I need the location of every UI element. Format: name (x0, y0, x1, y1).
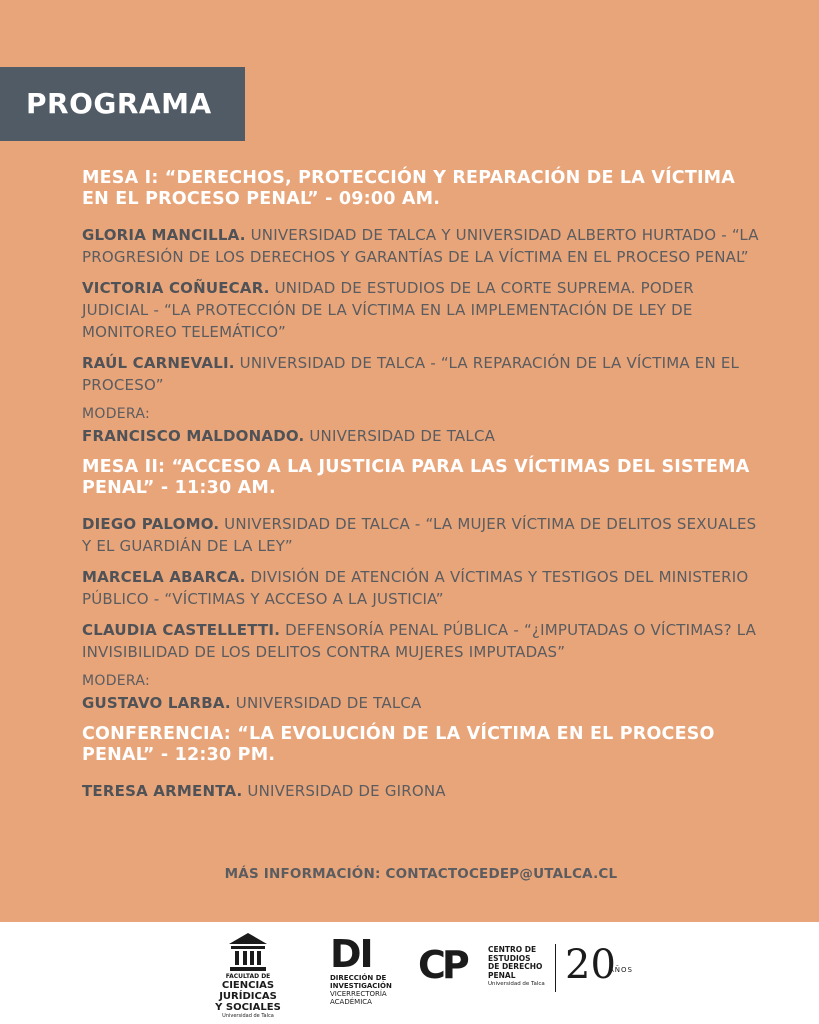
mesa-2-title: MESA II: “ACCESO A LA JUSTICIA PARA LAS VÍCTIMAS DEL SISTEMA PENAL” - 11:30 AM. (82, 457, 750, 498)
speaker-entry (82, 619, 762, 663)
speaker-name: TERESA ARMENTA. (82, 782, 243, 800)
di-logo (330, 934, 405, 1006)
cedep-line5: Universidad de Talca (488, 981, 545, 987)
logo-band (0, 922, 819, 1024)
contact-info: MÁS INFORMACIÓN: CONTACTOCEDEP@UTALCA.CL (224, 866, 618, 882)
cedep-line2: ESTUDIOS (488, 953, 531, 963)
faculty-line4: Universidad de Talca (222, 1013, 274, 1019)
building-icon (227, 932, 269, 972)
anniversary-logo (565, 942, 645, 988)
mesa-1-title: MESA I: “DERECHOS, PROTECCIÓN Y REPARACIÓN DE LA VÍCTIMA EN EL PROCESO PENAL” - 09:00 AM. (82, 168, 736, 209)
di-line2: INVESTIGACIÓN (330, 982, 392, 990)
conferencia-title: CONFERENCIA: “LA EVOLUCIÓN DE LA VÍCTIMA EN EL PROCESO PENAL” - 12:30 PM. (82, 724, 715, 765)
moderator-detail: UNIVERSIDAD DE TALCA (230, 694, 422, 712)
moderator-entry (82, 425, 762, 447)
speaker-name: DIEGO PALOMO. (82, 515, 220, 533)
speaker-entry (82, 352, 762, 396)
di-line4: ACADÉMICA (330, 998, 372, 1006)
logo-divider (555, 944, 556, 992)
speaker-entry (82, 277, 762, 343)
cedep-text (488, 946, 558, 989)
faculty-line2: CIENCIAS JURÍDICAS (219, 980, 277, 1002)
modera-label: MODERA: (82, 673, 151, 689)
program-content (82, 168, 762, 811)
cedep-line1: CENTRO DE (488, 945, 537, 954)
speaker-detail: UNIVERSIDAD DE TALCA - “LA REPARACIÓN DE LA VÍCTIMA EN EL PROCESO” (82, 354, 740, 394)
page-title: PROGRAMA (26, 87, 212, 120)
speaker-detail: UNIVERSIDAD DE TALCA - “LA MUJER VÍCTIMA DE DELITOS SEXUALES Y EL GUARDIÁN DE LA LEY” (82, 515, 757, 555)
moderator-name: GUSTAVO LARBA. (82, 694, 231, 712)
speaker-detail: UNIVERSIDAD DE GIRONA (242, 782, 446, 800)
anniversary-number: 20 (565, 942, 616, 988)
cedep-line4: PENAL (488, 970, 516, 980)
speaker-detail: UNIDAD DE ESTUDIOS DE LA CORTE SUPREMA. PODER JUDICIAL - “LA PROTECCIÓN DE LA VÍCTIMA EN LA IMPLEMENTACIÓN DE LEY DE MONITOREO TELEMÁTICO” (82, 279, 694, 341)
cedep-line3: DE DERECHO (488, 962, 543, 971)
di-mark: DI (330, 932, 372, 976)
faculty-line3: Y SOCIALES (215, 1002, 281, 1013)
header-tab (0, 67, 245, 141)
moderator-entry (82, 692, 762, 714)
speaker-detail: DEFENSORÍA PENAL PÚBLICA - “¿IMPUTADAS O VÍCTIMAS? LA INVISIBILIDAD DE LOS DELITOS CONTRA MUJERES IMPUTADAS” (82, 621, 757, 661)
anniversary-label: AÑOS (609, 966, 633, 974)
di-line1: DIRECCIÓN DE (330, 974, 387, 982)
speaker-name: MARCELA ABARCA. (82, 568, 246, 586)
speaker-name: VICTORIA COÑUECAR. (82, 279, 270, 297)
speaker-name: RAÚL CARNEVALI. (82, 354, 235, 372)
speaker-name: CLAUDIA CASTELLETTI. (82, 621, 281, 639)
faculty-line1: FACULTAD DE (225, 973, 271, 980)
cedep-mark: CP (418, 943, 466, 987)
moderator-detail: UNIVERSIDAD DE TALCA (304, 427, 496, 445)
speaker-detail: DIVISIÓN DE ATENCIÓN A VÍCTIMAS Y TESTIGOS DEL MINISTERIO PÚBLICO - “VÍCTIMAS Y ACCESO A LA JUSTICIA” (82, 568, 749, 608)
speaker-entry (82, 566, 762, 610)
speaker-entry (82, 780, 762, 802)
speaker-name: GLORIA MANCILLA. (82, 226, 246, 244)
di-line3: VICERRECTORÍA (330, 990, 387, 998)
speaker-detail: UNIVERSIDAD DE TALCA Y UNIVERSIDAD ALBERTO HURTADO - “LA PROGRESIÓN DE LOS DERECHOS Y GARANTÍAS DE LA VÍCTIMA EN EL PROCESO PENAL” (82, 226, 759, 266)
speaker-entry (82, 513, 762, 557)
faculty-logo (193, 932, 303, 1020)
modera-label: MODERA: (82, 406, 151, 422)
speaker-entry (82, 224, 762, 268)
moderator-name: FRANCISCO MALDONADO. (82, 427, 305, 445)
